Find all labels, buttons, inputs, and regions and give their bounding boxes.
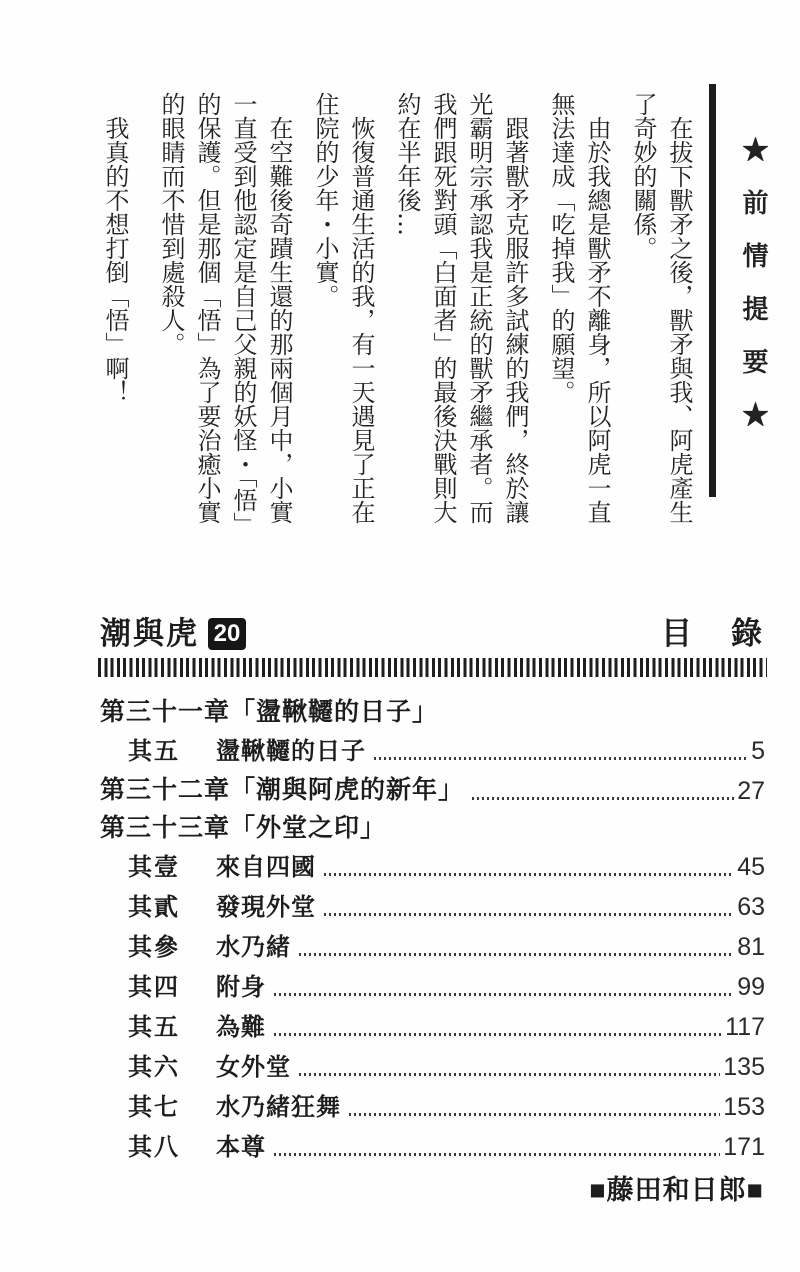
toc-chapter-row xyxy=(100,776,765,806)
page-number: 99 xyxy=(737,973,765,1001)
dot-leader xyxy=(299,1073,720,1076)
entry-title: 來自四國 xyxy=(216,854,316,881)
entry-title: 水乃緒狂舞 xyxy=(216,1094,341,1121)
toc-entry-row xyxy=(100,893,765,922)
page-number: 135 xyxy=(723,1053,765,1081)
toc-entry-row xyxy=(100,737,765,766)
page-number: 81 xyxy=(737,933,765,961)
entry-title: 盪鞦韆的日子 xyxy=(216,738,366,765)
recap-paragraph: 在拔下獸矛之後，獸矛與我、阿虎產生了奇妙的關係。 xyxy=(629,92,693,524)
entry-number: 其貳 xyxy=(128,894,180,921)
dot-leader xyxy=(324,873,734,876)
recap-paragraph: 跟著獸矛克服許多試練的我們，終於讓光霸明宗承認我是正統的獸矛繼承者。而我們跟死對頭「白面者」的最後決戰則大約在半年後… xyxy=(393,92,529,524)
author-credit: ■藤田和日郎■ xyxy=(589,1175,764,1205)
page-number: 117 xyxy=(725,1013,765,1041)
entry-number: 其參 xyxy=(128,934,180,961)
entry-number: 其五 xyxy=(128,738,180,765)
entry-number: 其五 xyxy=(128,1014,180,1041)
dot-leader xyxy=(299,953,734,956)
page-number: 63 xyxy=(737,893,765,921)
entry-title: 發現外堂 xyxy=(216,894,316,921)
toc-entry-row xyxy=(100,973,765,1002)
series-title: 潮與虎 xyxy=(100,616,199,651)
toc-entry-row xyxy=(100,1093,765,1122)
entry-number: 其四 xyxy=(128,974,180,1001)
dot-leader xyxy=(374,757,748,760)
page-number: 45 xyxy=(737,853,765,881)
page-number: 27 xyxy=(737,777,765,805)
striped-divider-rule xyxy=(98,658,767,677)
dot-leader xyxy=(274,993,734,996)
entry-title: 為難 xyxy=(216,1014,266,1041)
page-number: 171 xyxy=(723,1133,765,1161)
toc-heading: 目 錄 xyxy=(661,616,766,651)
toc-chapter-row xyxy=(100,814,765,844)
recap-body xyxy=(97,84,697,526)
vertical-divider-rule xyxy=(709,84,716,497)
toc-entry-row xyxy=(100,1013,765,1042)
recap-title: ★前情提要★ xyxy=(738,136,768,454)
entry-title: 本尊 xyxy=(216,1134,266,1161)
volume-number-badge: 20 xyxy=(208,618,246,650)
recap-paragraph: 在空難後奇蹟生還的那兩個月中，小實一直受到他認定是自己父親的妖怪・「悟」的保護。但是那個「悟」為了要治癒小實的眼睛而不惜到處殺人。 xyxy=(157,92,293,524)
entry-number: 其七 xyxy=(128,1094,180,1121)
page-number: 153 xyxy=(723,1093,765,1121)
recap-paragraph: 我真的不想打倒「悟」啊！ xyxy=(101,116,129,404)
toc-header xyxy=(100,616,766,652)
chapter-label: 第三十一章「盪鞦韆的日子」 xyxy=(100,698,439,726)
toc-entry-row xyxy=(100,1053,765,1082)
toc-entry-row xyxy=(100,933,765,962)
entry-number: 其八 xyxy=(128,1134,180,1161)
chapter-label: 第三十二章「潮與阿虎的新年」 xyxy=(100,776,465,804)
toc-entry-row xyxy=(100,853,765,882)
dot-leader xyxy=(324,913,734,916)
story-recap-section xyxy=(97,84,770,524)
entry-title: 水乃緒 xyxy=(216,934,291,961)
chapter-label: 第三十三章「外堂之印」 xyxy=(100,814,387,842)
dot-leader xyxy=(349,1113,720,1116)
dot-leader xyxy=(274,1153,720,1156)
entry-number: 其六 xyxy=(128,1054,180,1081)
toc-entry-row xyxy=(100,1133,765,1162)
page-number: 5 xyxy=(751,737,765,765)
entry-title: 附身 xyxy=(216,974,266,1001)
dot-leader xyxy=(472,797,734,800)
toc-chapter-row xyxy=(100,698,765,728)
entry-title: 女外堂 xyxy=(216,1054,291,1081)
recap-paragraph: 恢復普通生活的我，有一天遇見了正在住院的少年・小實。 xyxy=(311,92,375,524)
toc-list xyxy=(100,698,765,1176)
entry-number: 其壹 xyxy=(128,854,180,881)
recap-paragraph: 由於我總是獸矛不離身，所以阿虎一直無法達成「吃掉我」的願望。 xyxy=(547,92,611,524)
dot-leader xyxy=(274,1033,722,1036)
